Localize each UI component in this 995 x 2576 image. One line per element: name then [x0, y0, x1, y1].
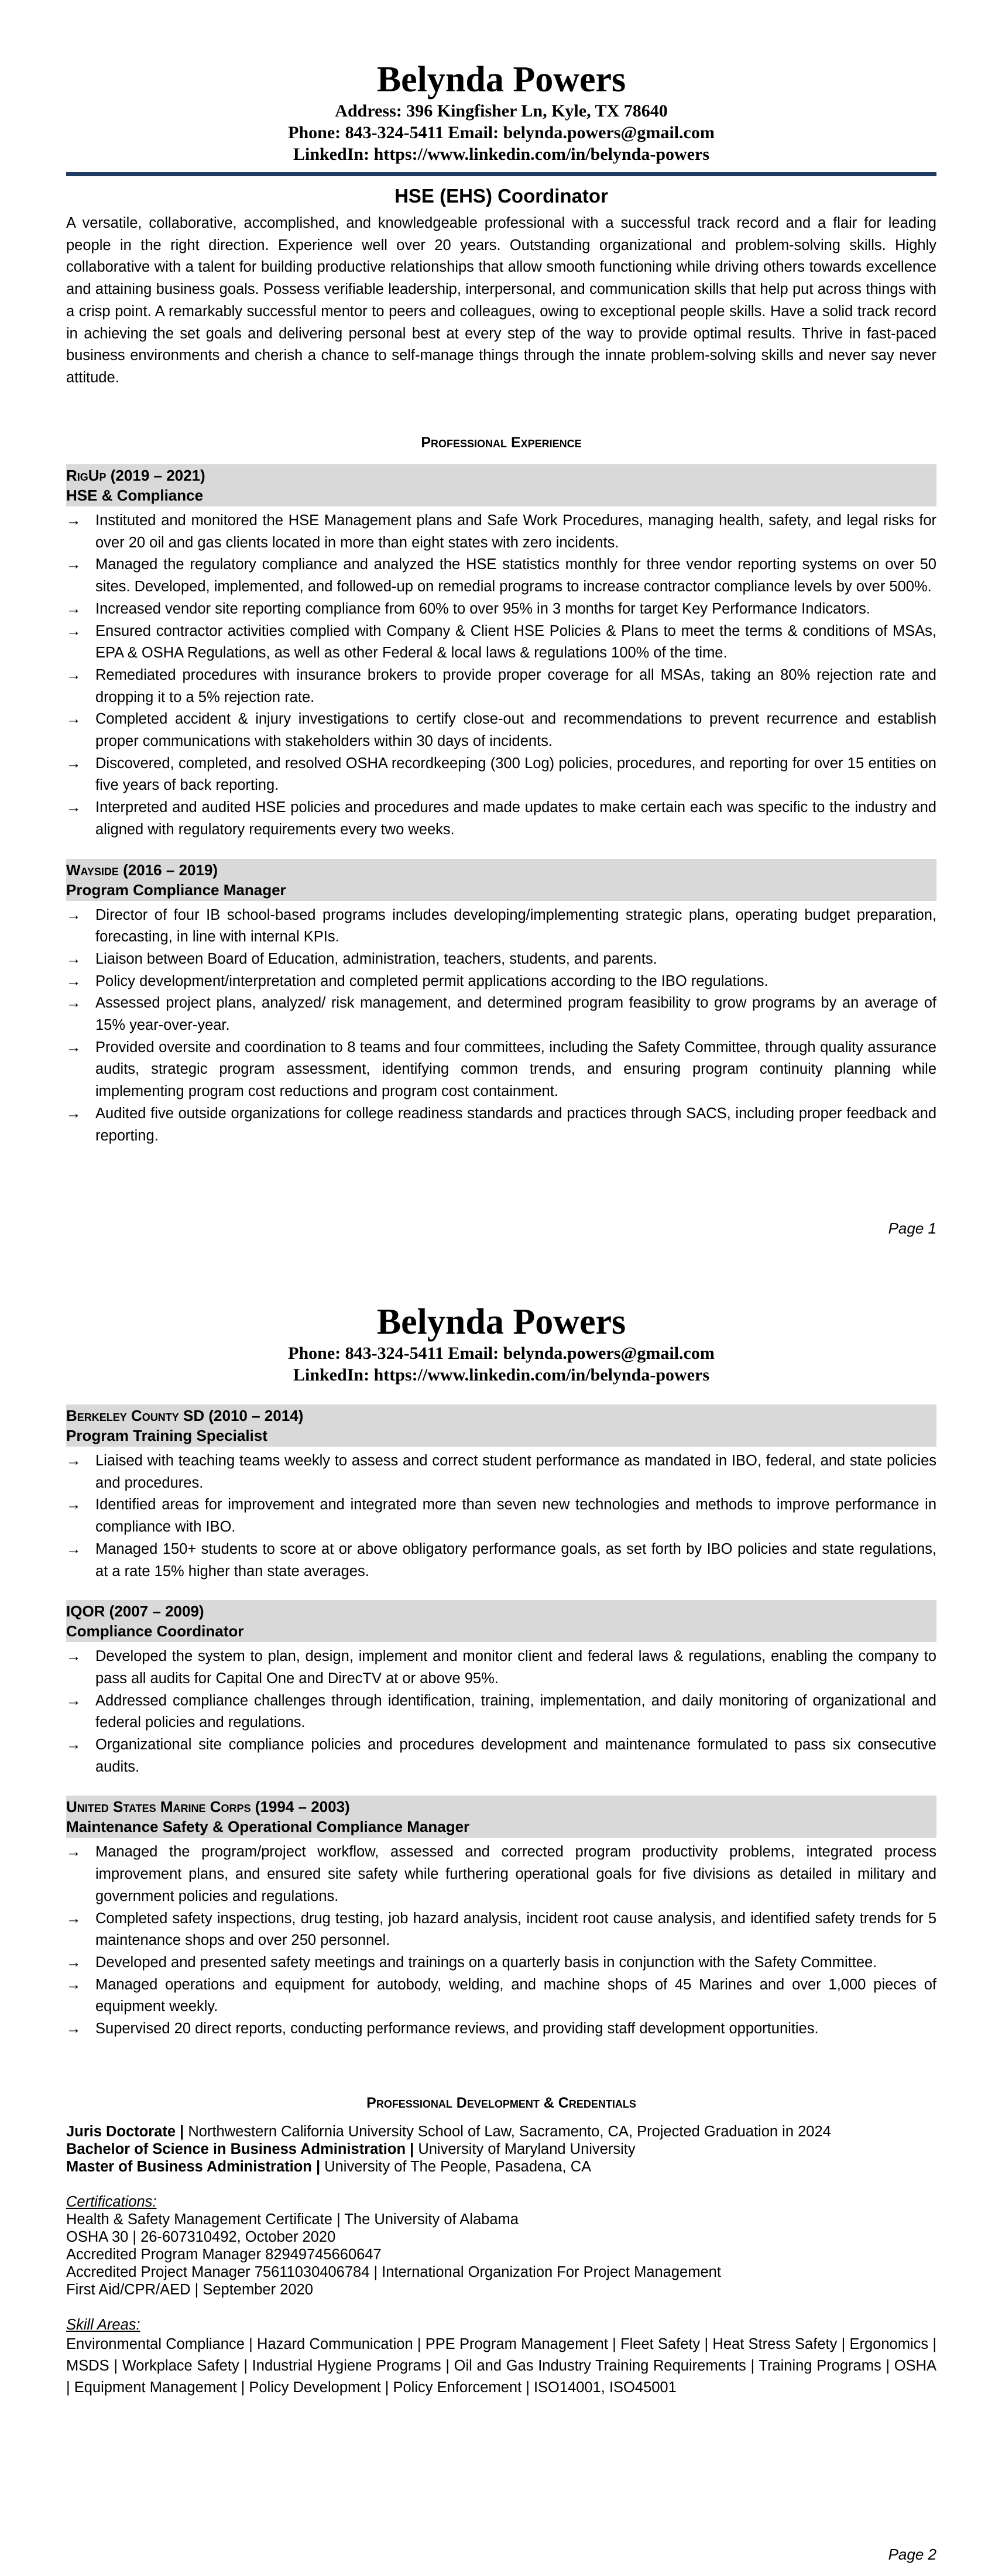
bullet-text: Organizational site compliance policies and procedures development and maintenance formulated to pass six consecutive audits. — [95, 1736, 936, 1775]
header-page-2 — [66, 1301, 936, 2040]
arrow-icon: → — [66, 995, 81, 1012]
job-entry — [66, 859, 936, 1147]
summary: A versatile, collaborative, accomplished, and knowledgeable professional with a successful track record and a flair for leading people in the right direction. Experience well over 20 years. Outstanding organizational and problem-solving skills. Highly collaborative with a talent for building productive relationships that allow smooth functioning while driving others towards excellence and attaining business goals. Possess verifiable leadership, interpersonal, and communication skills that help put across things with a crisp point. A remarkably successful mentor to peers and colleagues, owing to exceptional people skills. Have a solid track record in achieving the set goals and delivering personal best at every step of the way to provide optimal results. Thrive in fast-paced business environments and cherish a chance to self-manage things through the innate problem-solving skills and never say never attitude. — [66, 215, 936, 386]
job-bullets — [66, 1450, 936, 1582]
bullet-item — [66, 1974, 936, 2018]
arrow-icon: → — [66, 755, 81, 772]
arrow-icon: → — [66, 972, 81, 989]
certification-item: OSHA 30 | 26-607310492, October 2020 — [66, 2229, 336, 2245]
bullet-text: Provided oversite and coordination to 8 teams and four committees, including the Safety Committee, through quality assurance audits, strategic program assessment, identifying common trends, and ensuring program continuity planning while implementing program cost reductions and program cost containment. — [95, 1039, 936, 1100]
job-bullets — [66, 905, 936, 1147]
bullet-item — [66, 1037, 936, 1103]
arrow-icon: → — [66, 1453, 81, 1469]
bullet-item — [66, 1646, 936, 1690]
linkedin: LinkedIn: https://www.linkedin.com/in/belynda-powers — [293, 145, 709, 164]
bullet-item — [66, 971, 936, 993]
bullet-text: Liaised with teaching teams weekly to assess and correct student performance as mandated in IBO, federal, and state policies and procedures. — [95, 1453, 936, 1491]
job-role: Compliance Coordinator — [66, 1622, 244, 1640]
school: Northwestern California University School of Law, Sacramento, CA, Projected Graduation in 2024 — [184, 2123, 831, 2140]
job-header — [66, 859, 936, 901]
job-entry — [66, 464, 936, 841]
company-name: Berkeley County SD — [66, 1407, 205, 1424]
job-dates: (2010 – 2014) — [204, 1407, 304, 1424]
arrow-icon: → — [66, 1976, 81, 1993]
bullet-item — [66, 1734, 936, 1778]
bullet-text: Increased vendor site reporting compliance from 60% to over 95% in 3 months for target Key Performance Indicators. — [95, 600, 870, 617]
bullet-text: Managed 150+ students to score at or above obligatory performance goals, as set forth by IBO policies and state regulations, at a rate 15% higher than state averages. — [95, 1540, 936, 1580]
bullet-item — [66, 992, 936, 1036]
job-dates: (2007 – 2009) — [105, 1602, 204, 1621]
bullet-text: Identified areas for improvement and integrated more than seven new technologies and methods to improve performance in compliance with IBO. — [95, 1496, 936, 1536]
page-number: Page 1 — [888, 1220, 936, 1237]
job-entry — [66, 1600, 936, 1778]
bullet-item — [66, 2018, 936, 2040]
candidate-name: Belynda Powers — [376, 1302, 626, 1342]
bullet-text: Interpreted and audited HSE policies and procedures and made updates to make certain each was specific to the industry and aligned with regulatory requirements every two weeks. — [95, 799, 936, 838]
job-title: HSE (EHS) Coordinator — [394, 185, 608, 207]
linkedin: LinkedIn: https://www.linkedin.com/in/belynda-powers — [293, 1365, 709, 1385]
experience-heading: Professional Experience — [421, 434, 582, 451]
job-role: Maintenance Safety & Operational Compliance Manager — [66, 1818, 470, 1836]
job-header — [66, 1405, 936, 1447]
company-dates — [66, 1406, 936, 1426]
bullet-text: Policy development/interpretation and completed permit applications according to the IBO regulations. — [95, 972, 768, 989]
arrow-icon: → — [66, 1692, 81, 1709]
bullet-text: Director of four IB school-based programs includes developing/implementing strategic plans, operating budget preparation, forecasting, in line with internal KPIs. — [95, 906, 936, 946]
resume-page-2 — [0, 1288, 995, 2576]
arrow-icon: → — [66, 2020, 81, 2037]
bullet-item — [66, 905, 936, 948]
phone-email: Phone: 843-324-5411 Email: belynda.powers@gmail.com — [288, 123, 715, 142]
job-header — [66, 1796, 936, 1838]
arrow-icon: → — [66, 556, 81, 573]
arrow-icon: → — [66, 512, 81, 529]
certification-item: Accredited Program Manager 82949745660647 — [66, 2246, 382, 2263]
address: Address: 396 Kingfisher Ln, Kyle, TX 78640 — [335, 101, 668, 121]
bullet-item — [66, 1908, 936, 1952]
company-name: Wayside — [66, 861, 119, 879]
bullet-text: Managed the regulatory compliance and analyzed the HSE statistics monthly for three vendor reporting systems on over 50 sites. Developed, implemented, and followed-up on remedial programs to increase contractor compliance levels by over 500%. — [95, 556, 936, 595]
bullet-item — [66, 1539, 936, 1582]
bullet-text: Audited five outside organizations for college readiness standards and practices through SACS, including proper feedback and reporting. — [95, 1105, 936, 1144]
degree: Juris Doctorate | — [66, 2123, 184, 2140]
development-section — [66, 2092, 936, 2399]
bullet-item — [66, 1103, 936, 1147]
arrow-icon: → — [66, 1648, 81, 1665]
arrow-icon: → — [66, 622, 81, 639]
bullet-item — [66, 1450, 936, 1494]
bullet-text: Ensured contractor activities complied with Company & Client HSE Policies & Plans to meet the terms & conditions of MSAs, EPA & OSHA Regulations, as well as other Federal & local laws & regulations 100% of the time. — [95, 622, 936, 662]
job-bullets — [66, 510, 936, 841]
bullet-text: Developed and presented safety meetings and trainings on a quarterly basis in conjunction with the Safety Committee. — [95, 1954, 877, 1971]
arrow-icon: → — [66, 600, 81, 617]
experience-section — [66, 432, 936, 1147]
arrow-icon: → — [66, 666, 81, 683]
bullet-item — [66, 554, 936, 598]
education-item — [66, 2158, 936, 2176]
company-name: RigUp — [66, 467, 107, 484]
job-entry — [66, 1796, 936, 2040]
skills-label: Skill Areas: — [66, 2317, 140, 2333]
bullet-item — [66, 1690, 936, 1734]
job-bullets — [66, 1646, 936, 1778]
degree: Master of Business Administration | — [66, 2159, 321, 2175]
job-bullets — [66, 1841, 936, 2040]
skills-list: Environmental Compliance | Hazard Communication | PPE Program Management | Fleet Safety | Heat Stress Safety | Ergonomics | MSDS | Workplace Safety | Industrial Hygiene Programs | Oil and Gas Industry Training Requirements | Training Programs | OSHA | Equipment Management | Policy Development | Policy Enforcement | ISO14001, ISO45001 — [66, 2336, 936, 2396]
arrow-icon: → — [66, 1105, 81, 1122]
education-item — [66, 2123, 936, 2140]
certification-item: Health & Safety Management Certificate | The University of Alabama — [66, 2211, 519, 2228]
bullet-text: Instituted and monitored the HSE Management plans and Safe Work Procedures, managing health, safety, and legal risks for over 20 oil and gas clients located in more than eight states with zero incidents. — [95, 512, 936, 551]
company-name: United States Marine Corps — [66, 1798, 251, 1816]
job-header — [66, 1600, 936, 1642]
arrow-icon: → — [66, 1736, 81, 1753]
bullet-text: Liaison between Board of Education, administration, teachers, students, and parents. — [95, 950, 657, 967]
arrow-icon: → — [66, 950, 81, 967]
job-entry — [66, 1405, 936, 1582]
header-divider — [66, 172, 936, 176]
arrow-icon: → — [66, 1844, 81, 1861]
job-role: Program Training Specialist — [66, 1427, 267, 1444]
job-header — [66, 464, 936, 506]
school: University of Maryland University — [414, 2141, 636, 2157]
arrow-icon: → — [66, 1540, 81, 1557]
bullet-text: Managed the program/project workflow, assessed and corrected program productivity problems, integrated process improvement plans, and ensured site safety while furthering operational goals for five divisions as detailed in military and government policies and regulations. — [95, 1844, 936, 1904]
job-role: Program Compliance Manager — [66, 881, 286, 899]
bullet-item — [66, 598, 936, 621]
degree: Bachelor of Science in Business Administration | — [66, 2141, 414, 2157]
job-dates: (1994 – 2003) — [251, 1798, 350, 1816]
bullet-text: Remediated procedures with insurance brokers to provide proper coverage for all MSAs, taking an 80% rejection rate and dropping it to a 5% rejection rate. — [95, 666, 936, 705]
arrow-icon: → — [66, 906, 81, 923]
candidate-name: Belynda Powers — [376, 60, 626, 100]
bullet-item — [66, 510, 936, 554]
job-dates: (2019 – 2021) — [106, 467, 205, 484]
education-item — [66, 2140, 936, 2158]
arrow-icon: → — [66, 711, 81, 728]
certification-item: First Aid/CPR/AED | September 2020 — [66, 2282, 313, 2298]
job-dates: (2016 – 2019) — [118, 861, 218, 879]
bullet-text: Discovered, completed, and resolved OSHA recordkeeping (300 Log) policies, procedures, and reporting for over 15 entities on five years of back reporting. — [95, 755, 936, 794]
bullet-text: Assessed project plans, analyzed/ risk management, and determined program feasibility to grow programs by an average of 15% year-over-year. — [95, 995, 936, 1034]
certification-item: Accredited Project Manager 75611030406784 | International Organization For Project Management — [66, 2264, 721, 2280]
arrow-icon: → — [66, 1910, 81, 1927]
education-list — [66, 2123, 936, 2176]
bullet-text: Addressed compliance challenges through identification, training, implementation, and daily monitoring of organizational and federal policies and regulations. — [95, 1692, 936, 1731]
bullet-text: Completed accident & injury investigations to certify close-out and recommendations to prevent recurrence and establish proper communications with stakeholders within 30 days of incidents. — [95, 711, 936, 750]
bullet-item — [66, 621, 936, 664]
phone-email: Phone: 843-324-5411 Email: belynda.powers@gmail.com — [288, 1344, 715, 1363]
bullet-item — [66, 1841, 936, 1907]
header — [66, 59, 936, 389]
school: University of The People, Pasadena, CA — [320, 2159, 592, 2175]
bullet-text: Developed the system to plan, design, implement and monitor client and federal laws & regulations, enabling the company to pass all audits for Capital One and DirecTV at or above 95%. — [95, 1648, 936, 1687]
bullet-item — [66, 1952, 936, 1974]
arrow-icon: → — [66, 1954, 81, 1971]
arrow-icon: → — [66, 799, 81, 816]
company-dates — [66, 860, 936, 880]
development-heading: Professional Development & Credentials — [366, 2095, 636, 2111]
certifications-label: Certifications: — [66, 2194, 157, 2210]
arrow-icon: → — [66, 1496, 81, 1513]
bullet-item — [66, 753, 936, 797]
company-dates — [66, 465, 936, 485]
bullet-item — [66, 708, 936, 752]
company-name: IQOR — [66, 1602, 105, 1621]
arrow-icon: → — [66, 1039, 81, 1056]
bullet-text: Completed safety inspections, drug testing, job hazard analysis, incident root cause analysis, and identified safety trends for 5 maintenance shops and over 250 personnel. — [95, 1910, 936, 1949]
company-dates — [66, 1797, 936, 1817]
bullet-item — [66, 664, 936, 708]
bullet-item — [66, 1494, 936, 1538]
bullet-text: Managed operations and equipment for autobody, welding, and machine shops of 45 Marines and over 1,000 pieces of equipment weekly. — [95, 1976, 936, 2015]
company-dates — [66, 1601, 936, 1621]
bullet-text: Supervised 20 direct reports, conducting performance reviews, and providing staff development opportunities. — [95, 2020, 819, 2037]
page-number: Page 2 — [888, 2546, 936, 2563]
bullet-item — [66, 948, 936, 971]
bullet-item — [66, 797, 936, 841]
job-role: HSE & Compliance — [66, 487, 204, 504]
